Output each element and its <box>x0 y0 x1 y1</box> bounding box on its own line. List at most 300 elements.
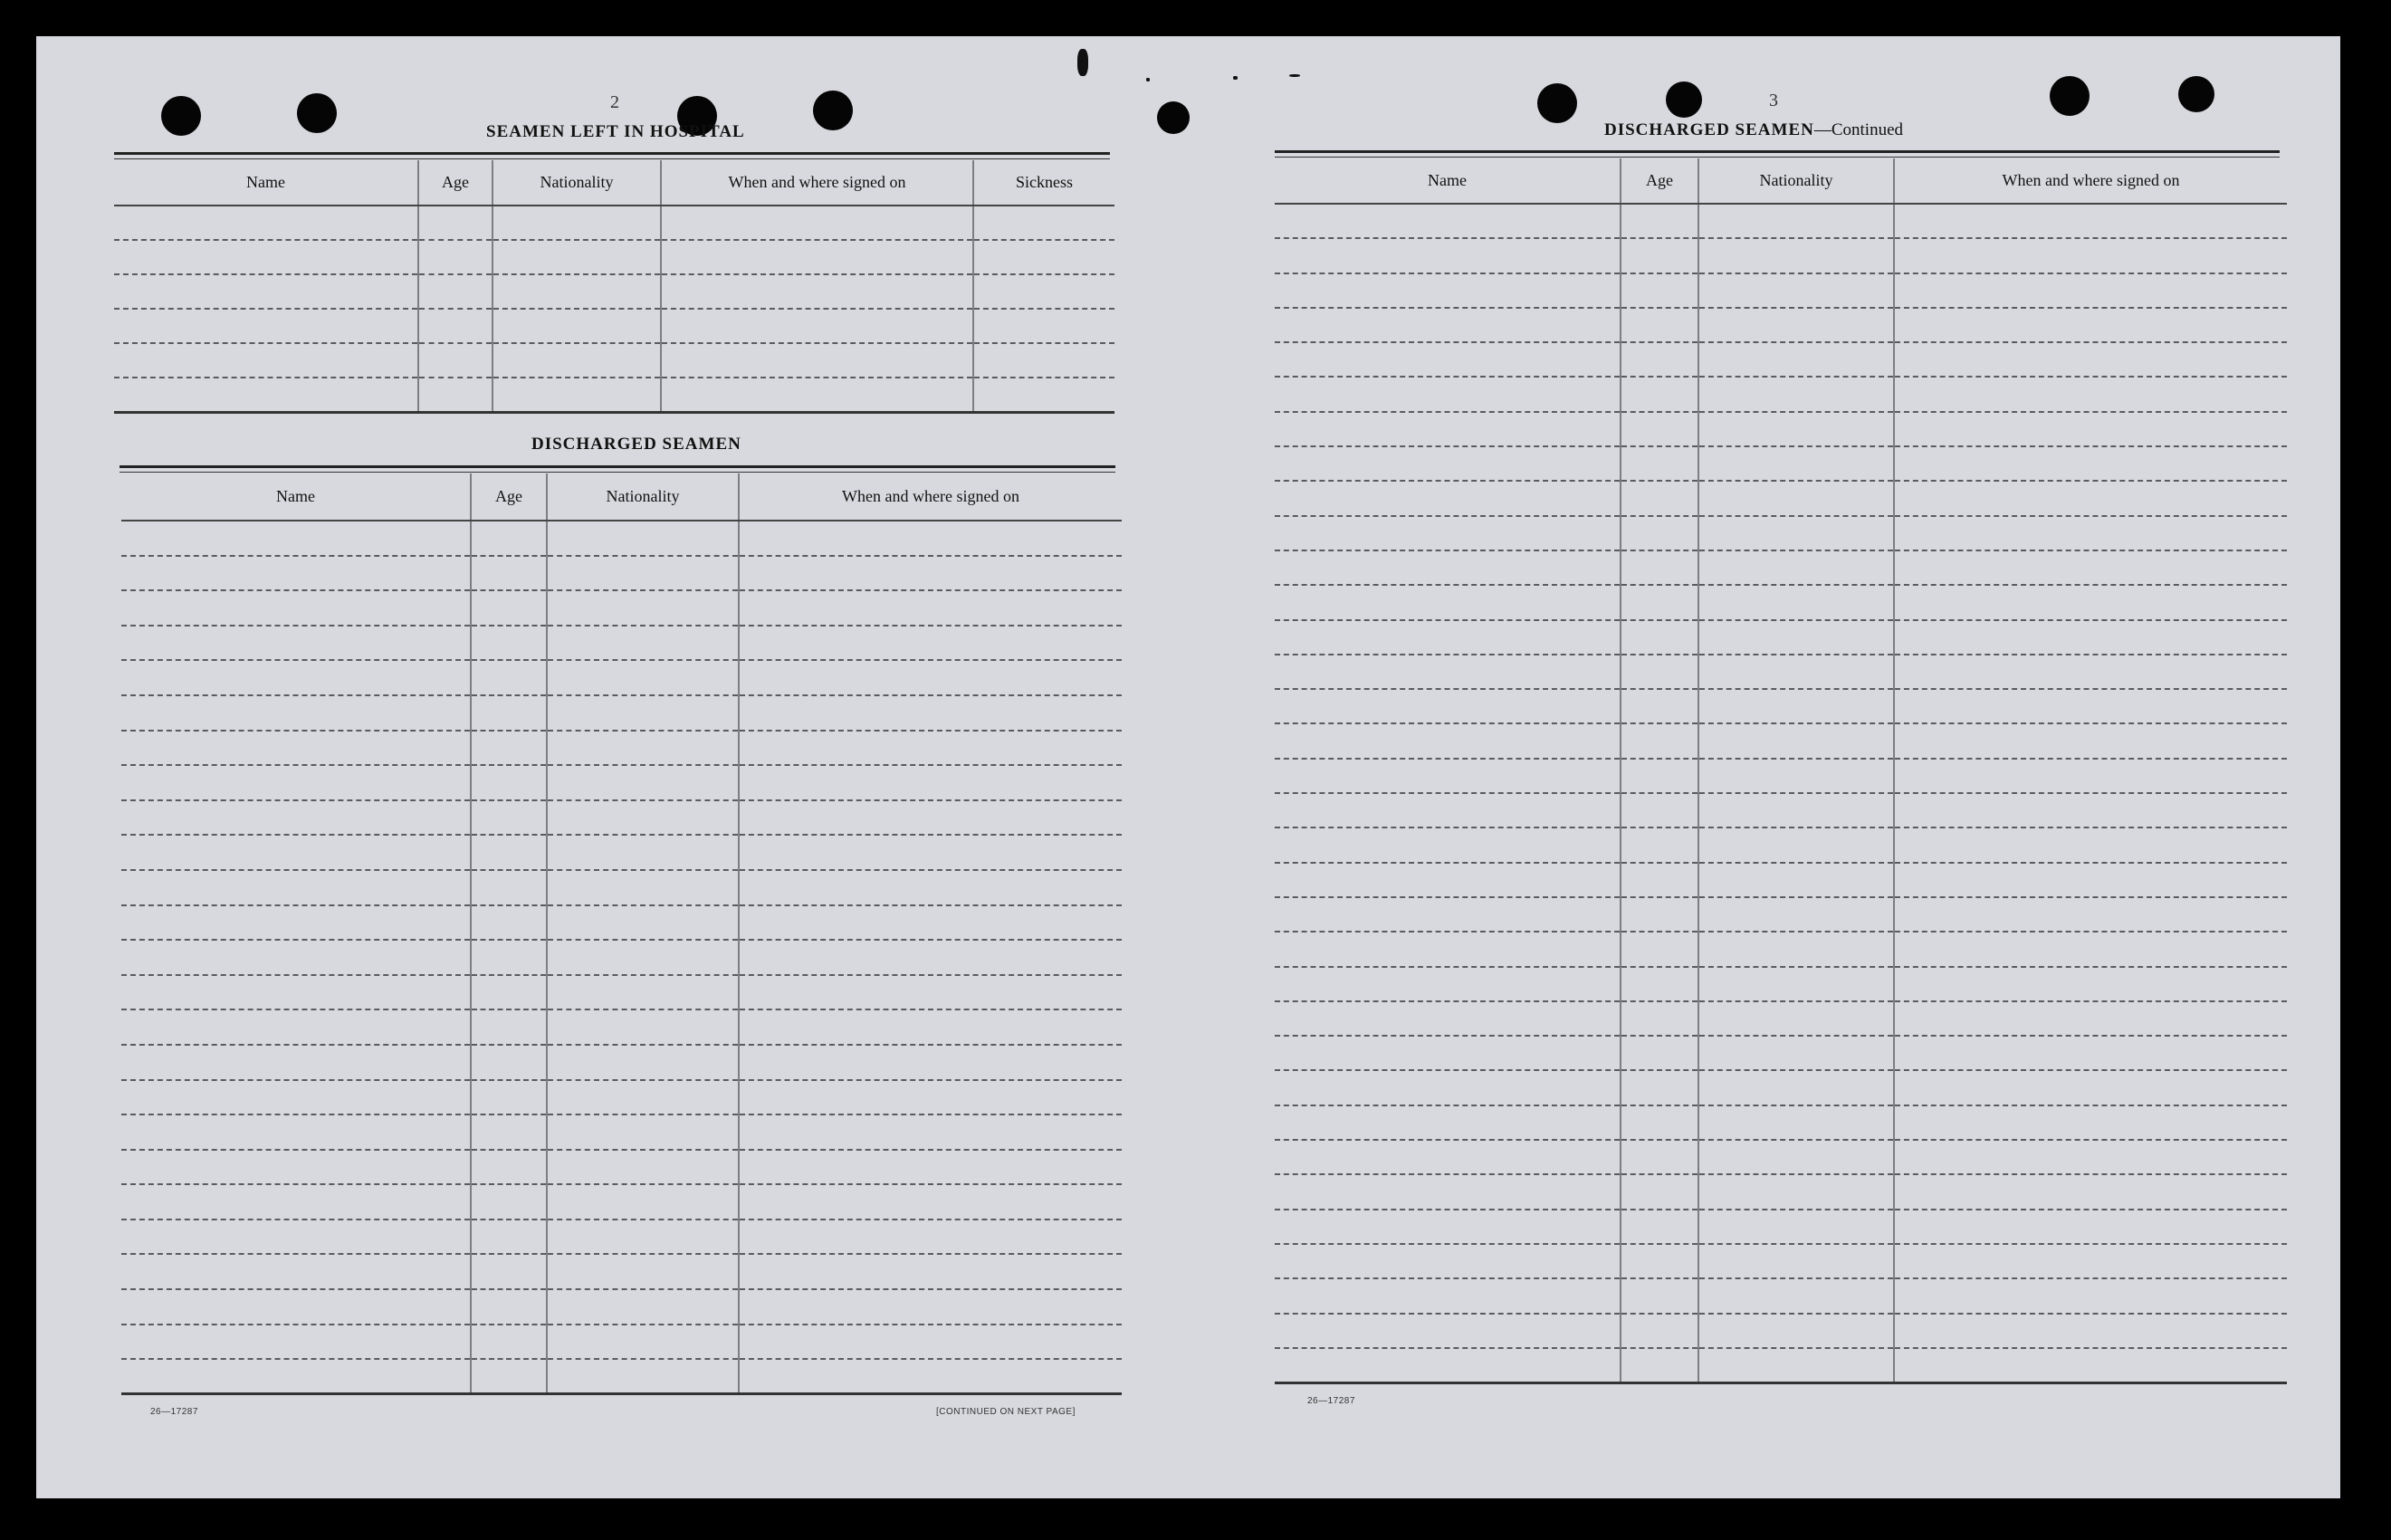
table-cell[interactable] <box>739 660 1122 695</box>
table-cell[interactable] <box>1698 1070 1894 1105</box>
table-cell[interactable] <box>1621 967 1698 1001</box>
table-cell[interactable] <box>471 1009 547 1045</box>
table-cell[interactable] <box>1894 655 2287 689</box>
column-header-signed-on: When and where signed on <box>739 473 1122 521</box>
table-cell[interactable] <box>1698 342 1894 377</box>
table-cell[interactable] <box>1894 1244 2287 1278</box>
table-cell[interactable] <box>1894 377 2287 411</box>
table-cell[interactable] <box>739 870 1122 905</box>
table-cell[interactable] <box>547 626 739 661</box>
table-cell[interactable] <box>471 590 547 626</box>
table-cell[interactable] <box>1894 1070 2287 1105</box>
table-row <box>121 626 1122 661</box>
table-cell[interactable] <box>1894 238 2287 273</box>
table-cell[interactable] <box>121 521 471 556</box>
table-cell[interactable] <box>1621 481 1698 515</box>
table-cell[interactable] <box>1698 897 1894 932</box>
table-cell[interactable] <box>121 1114 471 1150</box>
table-cell[interactable] <box>1894 689 2287 723</box>
table-cell[interactable] <box>1698 620 1894 655</box>
table-cell[interactable] <box>739 626 1122 661</box>
table-cell[interactable] <box>1275 516 1621 550</box>
table-cell[interactable] <box>1698 1140 1894 1174</box>
table-cell[interactable] <box>1275 273 1621 308</box>
table-cell[interactable] <box>1621 1348 1698 1382</box>
table-cell[interactable] <box>739 800 1122 836</box>
table-cell[interactable] <box>1275 481 1621 515</box>
table-cell[interactable] <box>1621 620 1698 655</box>
table-cell[interactable] <box>121 556 471 591</box>
table-cell[interactable] <box>1698 308 1894 342</box>
table-cell[interactable] <box>471 695 547 731</box>
table-cell[interactable] <box>1894 412 2287 446</box>
table-cell[interactable] <box>1275 967 1621 1001</box>
table-cell[interactable] <box>1275 1070 1621 1105</box>
table-cell[interactable] <box>547 800 739 836</box>
table-cell[interactable] <box>471 1150 547 1185</box>
table-cell[interactable] <box>973 274 1114 309</box>
table-cell[interactable] <box>739 695 1122 731</box>
table-cell[interactable] <box>547 835 739 870</box>
table-cell[interactable] <box>973 309 1114 343</box>
table-cell[interactable] <box>1698 1314 1894 1348</box>
table-cell[interactable] <box>1621 827 1698 862</box>
table-cell[interactable] <box>121 1289 471 1325</box>
table-cell[interactable] <box>739 975 1122 1010</box>
table-cell[interactable] <box>1894 1210 2287 1244</box>
table-cell[interactable] <box>1275 932 1621 966</box>
table-cell[interactable] <box>1698 1174 1894 1209</box>
hospital-section-title: SEAMEN LEFT IN HOSPITAL <box>486 122 745 141</box>
table-cell[interactable] <box>121 765 471 800</box>
table-cell[interactable] <box>739 905 1122 941</box>
table-cell[interactable] <box>1894 481 2287 515</box>
table-cell[interactable] <box>1698 273 1894 308</box>
table-cell[interactable] <box>547 975 739 1010</box>
table-cell[interactable] <box>471 1220 547 1255</box>
table-cell[interactable] <box>661 309 973 343</box>
table-cell[interactable] <box>1275 342 1621 377</box>
table-cell[interactable] <box>471 975 547 1010</box>
table-row <box>1275 481 2287 515</box>
table-cell[interactable] <box>114 378 418 412</box>
table-cell[interactable] <box>1698 689 1894 723</box>
table-cell[interactable] <box>1894 723 2287 758</box>
table-cell[interactable] <box>1275 585 1621 619</box>
table-cell[interactable] <box>471 905 547 941</box>
table-cell[interactable] <box>1275 689 1621 723</box>
table-row <box>1275 863 2287 897</box>
table-cell[interactable] <box>661 274 973 309</box>
table-cell[interactable] <box>973 343 1114 378</box>
table-cell[interactable] <box>418 206 493 240</box>
table-cell[interactable] <box>121 940 471 975</box>
table-cell[interactable] <box>1698 516 1894 550</box>
table-row <box>121 870 1122 905</box>
table-cell[interactable] <box>471 1289 547 1325</box>
table-cell[interactable] <box>547 731 739 766</box>
table-cell[interactable] <box>1621 377 1698 411</box>
table-cell[interactable] <box>471 660 547 695</box>
table-cell[interactable] <box>121 975 471 1010</box>
table-cell[interactable] <box>547 590 739 626</box>
table-cell[interactable] <box>547 870 739 905</box>
table-cell[interactable] <box>1894 759 2287 793</box>
table-cell[interactable] <box>471 1045 547 1080</box>
table-cell[interactable] <box>1698 967 1894 1001</box>
table-cell[interactable] <box>1894 1314 2287 1348</box>
punch-hole <box>297 93 337 133</box>
table-row <box>121 590 1122 626</box>
table-row <box>121 1184 1122 1220</box>
table-cell[interactable] <box>547 1184 739 1220</box>
table-cell[interactable] <box>1275 1314 1621 1348</box>
table-cell[interactable] <box>1698 446 1894 481</box>
table-cell[interactable] <box>471 800 547 836</box>
table-cell[interactable] <box>1275 1244 1621 1278</box>
table-cell[interactable] <box>1894 550 2287 585</box>
table-cell[interactable] <box>1894 273 2287 308</box>
table-cell[interactable] <box>1621 689 1698 723</box>
table-cell[interactable] <box>1698 204 1894 238</box>
table-cell[interactable] <box>547 660 739 695</box>
table-cell[interactable] <box>1621 793 1698 827</box>
table-cell[interactable] <box>1698 655 1894 689</box>
table-row <box>1275 1278 2287 1313</box>
table-cell[interactable] <box>1698 1348 1894 1382</box>
table-cell[interactable] <box>471 940 547 975</box>
table-cell[interactable] <box>1621 1036 1698 1070</box>
table-cell[interactable] <box>739 1220 1122 1255</box>
table-cell[interactable] <box>973 378 1114 412</box>
table-cell[interactable] <box>114 206 418 240</box>
table-cell[interactable] <box>739 1045 1122 1080</box>
table-cell[interactable] <box>547 905 739 941</box>
table-cell[interactable] <box>1698 377 1894 411</box>
table-cell[interactable] <box>1275 1210 1621 1244</box>
table-cell[interactable] <box>1275 446 1621 481</box>
table-cell[interactable] <box>1894 1348 2287 1382</box>
table-row <box>121 975 1122 1010</box>
table-row <box>1275 793 2287 827</box>
table-cell[interactable] <box>1894 932 2287 966</box>
table-cell[interactable] <box>1621 863 1698 897</box>
table-cell[interactable] <box>1894 967 2287 1001</box>
table-cell[interactable] <box>471 835 547 870</box>
table-cell[interactable] <box>739 1289 1122 1325</box>
table-cell[interactable] <box>547 556 739 591</box>
table-row <box>121 1289 1122 1325</box>
table-cell[interactable] <box>739 1080 1122 1115</box>
table-cell[interactable] <box>1621 723 1698 758</box>
table-cell[interactable] <box>1894 516 2287 550</box>
table-cell[interactable] <box>739 1325 1122 1360</box>
table-row <box>121 1359 1122 1394</box>
table-cell[interactable] <box>1894 793 2287 827</box>
table-cell[interactable] <box>121 1150 471 1185</box>
table-cell[interactable] <box>547 765 739 800</box>
table-cell[interactable] <box>1698 723 1894 758</box>
table-cell[interactable] <box>121 1254 471 1289</box>
table-cell[interactable] <box>121 1359 471 1394</box>
table-cell[interactable] <box>1275 1036 1621 1070</box>
table-row <box>121 660 1122 695</box>
table-cell[interactable] <box>1275 897 1621 932</box>
table-cell[interactable] <box>121 1080 471 1115</box>
table-cell[interactable] <box>1698 932 1894 966</box>
table-cell[interactable] <box>121 660 471 695</box>
punch-hole <box>1537 83 1577 123</box>
table-cell[interactable] <box>547 1009 739 1045</box>
table-cell[interactable] <box>121 1009 471 1045</box>
table-cell[interactable] <box>547 1254 739 1289</box>
table-cell[interactable] <box>1698 1001 1894 1036</box>
table-cell[interactable] <box>1275 793 1621 827</box>
table-cell[interactable] <box>1621 273 1698 308</box>
table-cell[interactable] <box>1621 1174 1698 1209</box>
table-cell[interactable] <box>1894 620 2287 655</box>
table-cell[interactable] <box>1275 1174 1621 1209</box>
table-cell[interactable] <box>739 731 1122 766</box>
column-header-nationality: Nationality <box>547 473 739 521</box>
table-cell[interactable] <box>1894 1140 2287 1174</box>
table-cell[interactable] <box>471 556 547 591</box>
table-cell[interactable] <box>471 870 547 905</box>
table-cell[interactable] <box>547 1325 739 1360</box>
table-cell[interactable] <box>1275 1348 1621 1382</box>
table-cell[interactable] <box>471 731 547 766</box>
table-cell[interactable] <box>121 1184 471 1220</box>
table-cell[interactable] <box>1894 308 2287 342</box>
table-cell[interactable] <box>547 1080 739 1115</box>
table-cell[interactable] <box>1621 204 1698 238</box>
table-cell[interactable] <box>739 1114 1122 1150</box>
table-cell[interactable] <box>1698 827 1894 862</box>
table-cell[interactable] <box>1275 1001 1621 1036</box>
table-cell[interactable] <box>1275 759 1621 793</box>
table-cell[interactable] <box>1621 1070 1698 1105</box>
table-row <box>121 1150 1122 1185</box>
table-cell[interactable] <box>1894 1001 2287 1036</box>
table-cell[interactable] <box>661 206 973 240</box>
table-cell[interactable] <box>1894 585 2287 619</box>
table-cell[interactable] <box>471 1359 547 1394</box>
table-cell[interactable] <box>493 274 661 309</box>
table-cell[interactable] <box>547 1359 739 1394</box>
table-cell[interactable] <box>739 765 1122 800</box>
table-cell[interactable] <box>1621 585 1698 619</box>
table-cell[interactable] <box>121 870 471 905</box>
punch-hole <box>2050 76 2090 116</box>
table-cell[interactable] <box>471 1184 547 1220</box>
table-row <box>1275 655 2287 689</box>
table-cell[interactable] <box>1621 342 1698 377</box>
table-cell[interactable] <box>547 1220 739 1255</box>
table-cell[interactable] <box>547 1114 739 1150</box>
table-cell[interactable] <box>739 1359 1122 1394</box>
page-number: 2 <box>610 92 619 112</box>
table-cell[interactable] <box>1621 308 1698 342</box>
table-cell[interactable] <box>1275 550 1621 585</box>
table-cell[interactable] <box>121 905 471 941</box>
table-cell[interactable] <box>471 1254 547 1289</box>
table-cell[interactable] <box>739 835 1122 870</box>
table-cell[interactable] <box>493 240 661 274</box>
table-row <box>121 1009 1122 1045</box>
table-cell[interactable] <box>121 1325 471 1360</box>
table-cell[interactable] <box>739 590 1122 626</box>
table-cell[interactable] <box>1621 1278 1698 1313</box>
table-row <box>1275 446 2287 481</box>
table-cell[interactable] <box>418 309 493 343</box>
table-cell[interactable] <box>121 1045 471 1080</box>
table-cell[interactable] <box>1894 446 2287 481</box>
table-cell[interactable] <box>1894 204 2287 238</box>
table-cell[interactable] <box>547 695 739 731</box>
table-cell[interactable] <box>1894 1036 2287 1070</box>
table-cell[interactable] <box>547 1150 739 1185</box>
table-cell[interactable] <box>1275 620 1621 655</box>
table-cell[interactable] <box>1894 897 2287 932</box>
table-cell[interactable] <box>1698 1036 1894 1070</box>
table-cell[interactable] <box>739 556 1122 591</box>
table-cell[interactable] <box>739 1150 1122 1185</box>
table-cell[interactable] <box>1894 342 2287 377</box>
table-cell[interactable] <box>418 274 493 309</box>
table-cell[interactable] <box>114 309 418 343</box>
header-rule <box>120 465 1115 468</box>
table-cell[interactable] <box>1698 863 1894 897</box>
table-cell[interactable] <box>471 1114 547 1150</box>
table-cell[interactable] <box>121 590 471 626</box>
table-cell[interactable] <box>661 378 973 412</box>
table-cell[interactable] <box>1621 1244 1698 1278</box>
table-cell[interactable] <box>1698 1278 1894 1313</box>
table-cell[interactable] <box>418 343 493 378</box>
header-rule <box>114 152 1110 155</box>
table-cell[interactable] <box>1698 585 1894 619</box>
table-cell[interactable] <box>418 378 493 412</box>
table-cell[interactable] <box>1621 550 1698 585</box>
table-cell[interactable] <box>1698 481 1894 515</box>
table-cell[interactable] <box>471 1080 547 1115</box>
table-cell[interactable] <box>493 343 661 378</box>
table-cell[interactable] <box>1621 516 1698 550</box>
table-cell[interactable] <box>1275 238 1621 273</box>
table-cell[interactable] <box>1698 1210 1894 1244</box>
table-cell[interactable] <box>1698 412 1894 446</box>
table-cell[interactable] <box>493 378 661 412</box>
table-cell[interactable] <box>1275 377 1621 411</box>
table-cell[interactable] <box>121 1220 471 1255</box>
table-cell[interactable] <box>1621 897 1698 932</box>
table-row <box>1275 620 2287 655</box>
table-cell[interactable] <box>1275 204 1621 238</box>
table-row <box>1275 932 2287 966</box>
table-cell[interactable] <box>739 1254 1122 1289</box>
table-cell[interactable] <box>1698 238 1894 273</box>
table-cell[interactable] <box>114 240 418 274</box>
table-cell[interactable] <box>1621 446 1698 481</box>
table-cell[interactable] <box>121 800 471 836</box>
table-row <box>114 309 1114 343</box>
form-code: 26—17287 <box>150 1407 198 1417</box>
table-cell[interactable] <box>1621 1001 1698 1036</box>
table-cell[interactable] <box>1621 932 1698 966</box>
table-cell[interactable] <box>1621 759 1698 793</box>
table-cell[interactable] <box>493 309 661 343</box>
table-cell[interactable] <box>121 731 471 766</box>
form-sheet <box>36 36 2340 1498</box>
table-cell[interactable] <box>1698 793 1894 827</box>
table-cell[interactable] <box>661 343 973 378</box>
table-cell[interactable] <box>1275 1140 1621 1174</box>
table-cell[interactable] <box>471 765 547 800</box>
table-cell[interactable] <box>471 626 547 661</box>
table-cell[interactable] <box>121 835 471 870</box>
table-cell[interactable] <box>1698 1244 1894 1278</box>
table-cell[interactable] <box>121 626 471 661</box>
table-cell[interactable] <box>121 695 471 731</box>
table-cell[interactable] <box>1275 1278 1621 1313</box>
table-cell[interactable] <box>547 521 739 556</box>
table-cell[interactable] <box>1621 655 1698 689</box>
table-cell[interactable] <box>114 274 418 309</box>
table-cell[interactable] <box>739 1009 1122 1045</box>
table-cell[interactable] <box>1621 1314 1698 1348</box>
table-cell[interactable] <box>1894 863 2287 897</box>
table-cell[interactable] <box>1698 550 1894 585</box>
table-cell[interactable] <box>1621 1105 1698 1140</box>
table-cell[interactable] <box>493 206 661 240</box>
table-cell[interactable] <box>973 240 1114 274</box>
table-cell[interactable] <box>1621 412 1698 446</box>
table-cell[interactable] <box>1621 238 1698 273</box>
table-cell[interactable] <box>739 1184 1122 1220</box>
table-row <box>1275 1210 2287 1244</box>
header-rule <box>114 158 1110 159</box>
table-cell[interactable] <box>114 343 418 378</box>
table-cell[interactable] <box>661 240 973 274</box>
table-cell[interactable] <box>547 1289 739 1325</box>
table-cell[interactable] <box>1275 1105 1621 1140</box>
table-cell[interactable] <box>547 1045 739 1080</box>
table-cell[interactable] <box>1275 723 1621 758</box>
table-cell[interactable] <box>739 940 1122 975</box>
table-cell[interactable] <box>1275 827 1621 862</box>
table-row <box>1275 273 2287 308</box>
table-row <box>1275 1001 2287 1036</box>
table-cell[interactable] <box>471 1325 547 1360</box>
table-cell[interactable] <box>1275 655 1621 689</box>
table-cell[interactable] <box>973 206 1114 240</box>
table-cell[interactable] <box>739 521 1122 556</box>
table-cell[interactable] <box>547 940 739 975</box>
table-cell[interactable] <box>1621 1140 1698 1174</box>
table-cell[interactable] <box>1275 412 1621 446</box>
table-cell[interactable] <box>1621 1210 1698 1244</box>
table-cell[interactable] <box>1894 827 2287 862</box>
table-cell[interactable] <box>1275 863 1621 897</box>
table-cell[interactable] <box>418 240 493 274</box>
table-cell[interactable] <box>1698 1105 1894 1140</box>
table-cell[interactable] <box>471 521 547 556</box>
table-cell[interactable] <box>1894 1174 2287 1209</box>
table-cell[interactable] <box>1894 1278 2287 1313</box>
table-cell[interactable] <box>1698 759 1894 793</box>
table-cell[interactable] <box>1894 1105 2287 1140</box>
table-cell[interactable] <box>1275 308 1621 342</box>
